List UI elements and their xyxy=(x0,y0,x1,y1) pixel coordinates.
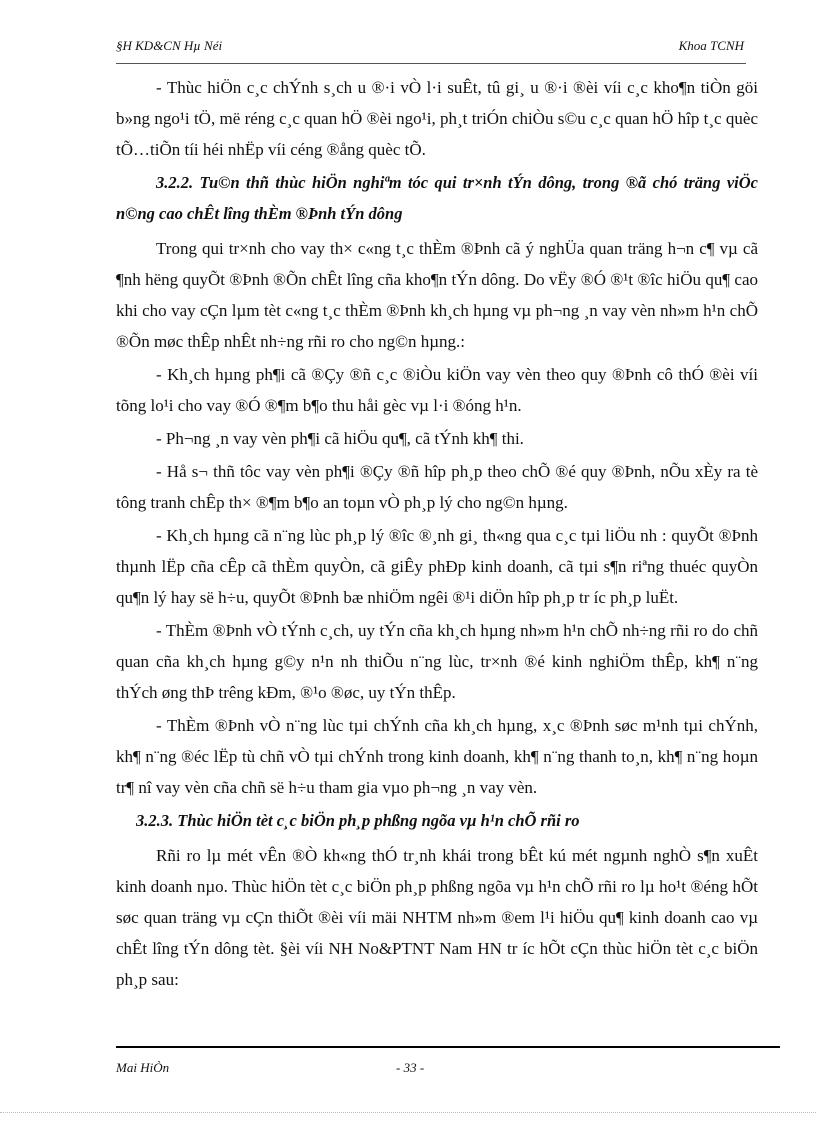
paragraph-2: Trong qui tr×nh cho vay th× c«ng t¸c thÈm ®Þnh cã ý nghÜa quan träng h¬n c¶ vµ cã ¶nh hëng quyÕt ®Þnh ®Õn chÊt lîng cña kho¶n tÝn dông. Do vËy ®Ó ®¹t ®îc hiÖu qu¶ cao khi cho vay cÇn lµm tèt c«ng t¸c thÈm ®Þnh kh¸ch hµng vµ ph¬ng ¸n vay vèn nh»m h¹n chÕ ®Õn møc thÊp nhÊt nh÷ng rñi ro cho ng©n hµng.: xyxy=(116,239,758,351)
paragraph-7: - ThÈm ®Þnh vÒ tÝnh c¸ch, uy tÝn cña kh¸ch hµng nh»m h¹n chÕ nh÷ng rñi ro do chñ quan cña kh¸ch hµng g©y n¹n nh thiÕu n¨ng lùc, tr×nh ®é kinh nghiÖm thÊp, kh¶ n¨ng thÝch øng thÞ trêng kÐm, ®¹o ®øc, uy tÝn thÊp. xyxy=(116,621,758,702)
paragraph-3: - Kh¸ch hµng ph¶i cã ®Çy ®ñ c¸c ®iÒu kiÖn vay vèn theo quy ®Þnh cô thÓ ®èi víi tõng lo¹i cho vay ®Ó ®¶m b¶o thu håi gèc vµ l·i ®óng h¹n. xyxy=(116,365,758,415)
footer-divider xyxy=(116,1046,780,1048)
header-divider xyxy=(116,63,746,64)
paragraph-8: - ThÈm ®Þnh vÒ n¨ng lùc tµi chÝnh cña kh¸ch hµng, x¸c ®Þnh søc m¹nh tµi chÝnh, kh¶ n¨ng ®éc lËp tù chñ vÒ tµi chÝnh trong kinh doanh, kh¶ n¨ng thanh to¸n, kh¶ n¨ng hoµn tr¶ nî vay vèn cña chñ së h÷u tham gia vµo ph¬ng ¸n vay vèn. xyxy=(116,716,758,797)
paragraph-4: - Ph¬ng ¸n vay vèn ph¶i cã hiÖu qu¶, cã tÝnh kh¶ thi. xyxy=(156,429,524,448)
paragraph-1: - Thùc hiÖn c¸c chÝnh s¸ch u ®·i vÒ l·i suÊt, tû gi¸ u ®·i ®èi víi c¸c kho¶n tiÒn göi b»ng ngo¹i tÖ, më réng c¸c quan hÖ ®èi ngo¹i, ph¸t triÓn chiÒu s©u c¸c quan hÖ hîp t¸c quèc tÕ…tiÕn tíi héi nhËp víi céng ®ång quèc tÕ. xyxy=(116,78,758,159)
section-heading-3-2-2: 3.2.2. Tu©n thñ thùc hiÖn nghiªm tóc qui tr×nh tÝn dông, trong ®ã chó träng viÖc n©ng cao chÊt lîng thÈm ®Þnh tÝn dông xyxy=(116,173,758,223)
header-institution: §H KD&CN Hµ Néi xyxy=(116,38,223,53)
header-faculty: Khoa TCNH xyxy=(678,38,744,53)
paragraph-6: - Kh¸ch hµng cã n¨ng lùc ph¸p lý ®îc ®¸nh gi¸ th«ng qua c¸c tµi liÖu nh : quyÕt ®Þnh thµnh lËp cña cÊp cã thÈm quyÒn, cã giÊy phÐp kinh doanh, cã tµi s¶n riªng thuéc quyÒn qu¶n lý hay së h÷u, quyÕt ®Þnh bæ nhiÖm ngêi ®¹i diÖn hîp ph¸p tr íc ph¸p luËt. xyxy=(116,526,758,607)
section-heading-3-2-3: 3.2.3. Thùc hiÖn tèt c¸c biÖn ph¸p phßng ngõa vµ h¹n chÕ rñi ro xyxy=(136,811,580,830)
paragraph-9: Rñi ro lµ mét vÊn ®Ò kh«ng thÓ tr¸nh khái trong bÊt kú mét ngµnh nghÒ s¶n xuÊt kinh doanh nµo. Thùc hiÖn tèt c¸c biÖn ph¸p phßng ngõa vµ h¹n chÕ rñi ro lµ ho¹t ®éng hÕt søc quan träng vµ cÇn thiÕt ®èi víi mäi NHTM nh»m ®em l¹i hiÖu qu¶ kinh doanh cao vµ chÊt lîng tÝn dông tèt. §èi víi NH No&PTNT Nam HN tr íc hÕt cÇn thùc hiÖn tèt c¸c biÖn ph¸p sau: xyxy=(116,846,758,989)
page-edge xyxy=(0,1112,816,1113)
document-body xyxy=(116,72,758,997)
page-number: - 33 - xyxy=(396,1060,425,1075)
footer-author: Mai HiÒn xyxy=(116,1060,170,1075)
paragraph-5: - Hå s¬ thñ tôc vay vèn ph¶i ®Çy ®ñ hîp ph¸p theo chÕ ®é quy ®Þnh, nÕu xÈy ra tè tông tranh chÊp th× ®¶m b¶o an toµn vÒ ph¸p lý cho ng©n hµng. xyxy=(116,462,758,512)
page-header xyxy=(116,36,746,58)
